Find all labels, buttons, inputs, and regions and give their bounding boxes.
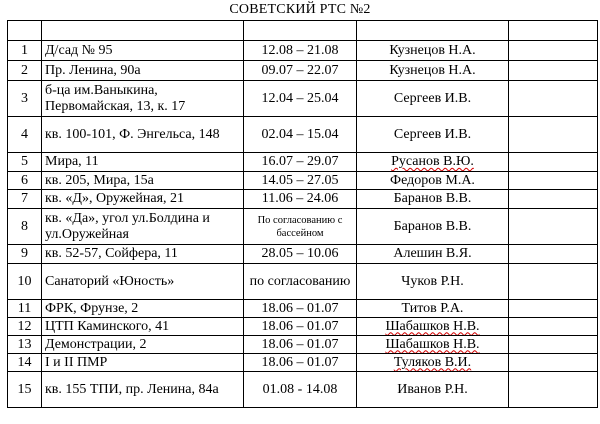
empty-cell: [509, 117, 598, 153]
address-cell: Пр. Ленина, 90а: [42, 61, 244, 81]
row-number: 12: [8, 318, 42, 336]
responsible-cell: Федоров М.А.: [357, 172, 509, 190]
period-cell: по согласованию: [244, 264, 357, 300]
address-cell: кв. 100-101, Ф. Энгельса, 148: [42, 117, 244, 153]
table-row: [8, 372, 598, 408]
responsible-name: Шабашков Н.В.: [385, 318, 480, 334]
empty-cell: [509, 264, 598, 300]
row-number: 9: [8, 245, 42, 264]
header-cell: [8, 21, 42, 41]
header-cell: [357, 21, 509, 41]
period-cell: По согласованию с бассейном: [244, 209, 357, 245]
row-number: 3: [8, 81, 42, 117]
table-row: [8, 172, 598, 190]
responsible-name: Туляков В.И.: [393, 354, 472, 370]
address-cell: кв. «Д», Оружейная, 21: [42, 190, 244, 209]
table-row: [8, 61, 598, 81]
address-cell: кв. «Да», угол ул.Болдина и ул.Оружейная: [42, 209, 244, 245]
period-cell: 18.06 – 01.07: [244, 318, 357, 336]
responsible-cell: [357, 153, 509, 172]
period-cell: 12.08 – 21.08: [244, 41, 357, 61]
responsible-cell: Чуков Р.Н.: [357, 264, 509, 300]
responsible-cell: Баранов В.В.: [357, 209, 509, 245]
period-cell: 16.07 – 29.07: [244, 153, 357, 172]
row-number: 11: [8, 300, 42, 318]
address-cell: Мира, 11: [42, 153, 244, 172]
empty-cell: [509, 354, 598, 372]
header-cell: [244, 21, 357, 41]
empty-cell: [509, 172, 598, 190]
address-cell: Д/сад № 95: [42, 41, 244, 61]
row-number: 8: [8, 209, 42, 245]
empty-cell: [509, 41, 598, 61]
table-row: [8, 354, 598, 372]
row-number: 2: [8, 61, 42, 81]
empty-cell: [509, 245, 598, 264]
period-cell: 12.04 – 25.04: [244, 81, 357, 117]
period-cell: 28.05 – 10.06: [244, 245, 357, 264]
period-cell: 18.06 – 01.07: [244, 336, 357, 354]
responsible-cell: Титов Р.А.: [357, 300, 509, 318]
address-cell: Санаторий «Юность»: [42, 264, 244, 300]
row-number: 13: [8, 336, 42, 354]
address-cell: кв. 52-57, Сойфера, 11: [42, 245, 244, 264]
table-row: [8, 41, 598, 61]
empty-cell: [509, 209, 598, 245]
responsible-cell: [357, 336, 509, 354]
period-cell: 11.06 – 24.06: [244, 190, 357, 209]
row-number: 4: [8, 117, 42, 153]
empty-cell: [509, 153, 598, 172]
responsible-name: Русанов В.Ю.: [391, 154, 474, 169]
empty-cell: [509, 61, 598, 81]
empty-cell: [509, 372, 598, 408]
period-cell: 14.05 – 27.05: [244, 172, 357, 190]
period-cell: 01.08 - 14.08: [244, 372, 357, 408]
responsible-cell: Баранов В.В.: [357, 190, 509, 209]
row-number: 1: [8, 41, 42, 61]
header-cell: [42, 21, 244, 41]
address-cell: ФРК, Фрунзе, 2: [42, 300, 244, 318]
empty-cell: [509, 336, 598, 354]
responsible-cell: Алешин В.Я.: [357, 245, 509, 264]
table-row: [8, 81, 598, 117]
responsible-cell: Кузнецов Н.А.: [357, 61, 509, 81]
empty-cell: [509, 190, 598, 209]
responsible-cell: [357, 354, 509, 372]
period-cell: 02.04 – 15.04: [244, 117, 357, 153]
table-row: [8, 336, 598, 354]
table-row: [8, 209, 598, 245]
row-number: 14: [8, 354, 42, 372]
responsible-cell: Иванов Р.Н.: [357, 372, 509, 408]
responsible-cell: Сергеев И.В.: [357, 81, 509, 117]
document-title: СОВЕТСКИЙ РТС №2: [229, 2, 371, 17]
period-cell: 18.06 – 01.07: [244, 354, 357, 372]
empty-cell: [509, 81, 598, 117]
row-number: 10: [8, 264, 42, 300]
period-cell: 18.06 – 01.07: [244, 300, 357, 318]
address-cell: кв. 205, Мира, 15а: [42, 172, 244, 190]
row-number: 7: [8, 190, 42, 209]
table-row: [8, 190, 598, 209]
address-cell: I и II ПМР: [42, 354, 244, 372]
responsible-cell: Сергеев И.В.: [357, 117, 509, 153]
table-row: [8, 153, 598, 172]
table-row: [8, 117, 598, 153]
empty-cell: [509, 300, 598, 318]
row-number: 6: [8, 172, 42, 190]
address-cell: Демонстрации, 2: [42, 336, 244, 354]
responsible-name: Шабашков Н.В.: [385, 336, 480, 352]
table-row: [8, 21, 598, 41]
table-row: [8, 300, 598, 318]
header-cell: [509, 21, 598, 41]
empty-cell: [509, 318, 598, 336]
schedule-table: [7, 20, 598, 408]
row-number: 15: [8, 372, 42, 408]
period-cell: 09.07 – 22.07: [244, 61, 357, 81]
table-row: [8, 245, 598, 264]
table-row: [8, 318, 598, 336]
address-cell: кв. 155 ТПИ, пр. Ленина, 84а: [42, 372, 244, 408]
responsible-cell: [357, 318, 509, 336]
row-number: 5: [8, 153, 42, 172]
address-cell: б-ца им.Ваныкина, Первомайская, 13, к. 17: [42, 81, 244, 117]
address-cell: ЦТП Каминского, 41: [42, 318, 244, 336]
table-row: [8, 264, 598, 300]
responsible-cell: Кузнецов Н.А.: [357, 41, 509, 61]
